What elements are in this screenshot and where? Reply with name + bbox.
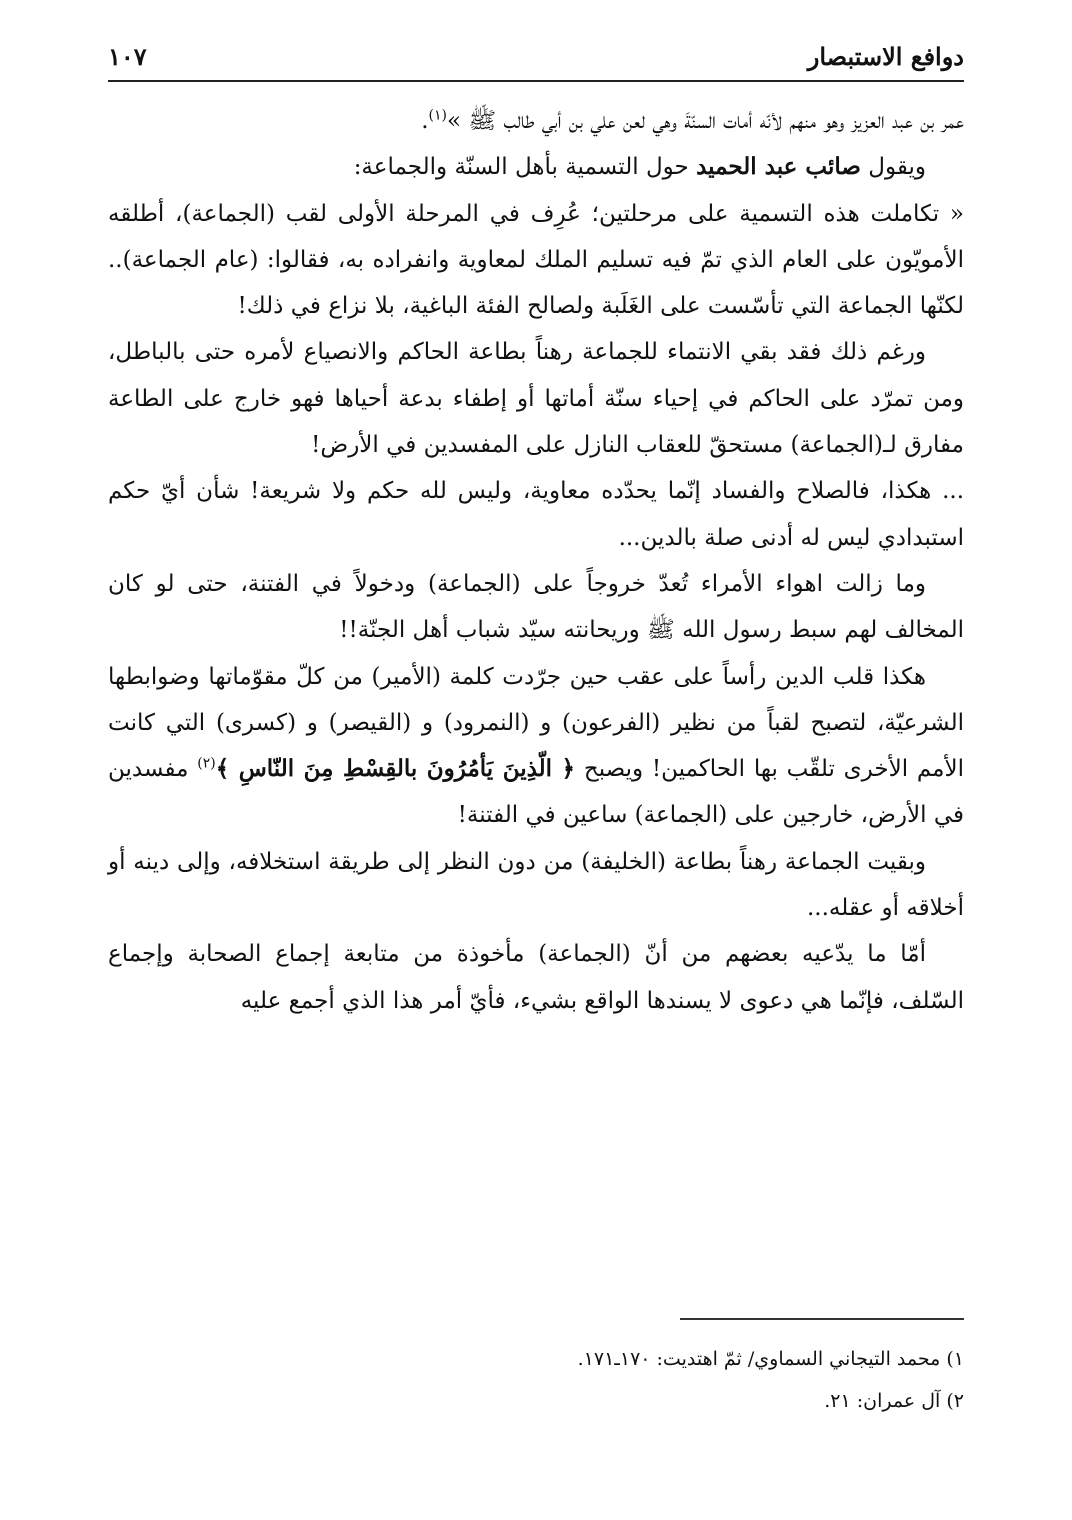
paragraph-9: أمّا ما يدّعيه بعضهم من أنّ (الجماعة) مأخوذة من متابعة إجماع الصحابة وإجماع السّلف، فإنّما هي دعوى لا يسندها الواقع بشيء، فأيّ أمر هذا الذي أجمع عليه <box>108 941 964 1014</box>
paragraph-8: وبقيت الجماعة رهناً بطاعة (الخليفة) من دون النظر إلى طريقة استخلافه، وإلى دينه أو أخلاقه أو عقله... <box>108 848 964 922</box>
paragraph-7 <box>108 654 964 839</box>
quran-verse: ﴿ الّذِينَ يَأمُرُونَ بالقِسْطِ مِنَ النّاسِ ﴾ <box>215 755 576 783</box>
footnote-ref-2: (٢) <box>197 755 216 772</box>
page-number: ١٠٧ <box>108 42 147 71</box>
footnotes <box>108 1338 964 1422</box>
footnote-1: ١) محمد التيجاني السماوي/ ثمّ اهتديت: ١٧٠ـ١٧١. <box>577 1348 964 1370</box>
main-text <box>108 98 964 1024</box>
paragraph-2-rest: حول التسمية بأهل السنّة والجماعة: <box>353 154 689 181</box>
paragraph-1-text: عمر بن عبد العزيز وهو منهم لأنّه أمات السنّةَ وهي لعن علي بن أبي طالب ﷺ » <box>446 108 964 134</box>
paragraph-1 <box>108 98 964 144</box>
paragraph-7-text: هكذا قلب الدين رأساً على عقب حين جرّدت كلمة (الأمير) من كلّ مقوّماتها وضوابطها الشرعيّة، لتصبح لقباً من نظير (الفرعون) و (النمرود) و (القيصر) و (كسرى) التي كانت الأمم الأخرى تلقّب بها الحاكمين! ويصبح <box>108 663 965 783</box>
footnote-ref-1: (١) <box>428 107 447 124</box>
paragraph-4: ورغم ذلك فقد بقي الانتماء للجماعة رهناً بطاعة الحاكم والانصياع لأمره حتى بالباطل، ومن تمرّد على الحاكم في إحياء سنّة أماتها أو إطفاء بدعة أحياها فهو خارج على الطاعة مفارق لـ(الجماعة) مستحقّ للعقاب النازل على المفسدين في الأرض! <box>108 339 964 459</box>
paragraph-1-end: . <box>421 108 429 134</box>
paragraph-6: وما زالت اهواء الأمراء تُعدّ خروجاً على (الجماعة) ودخولاً في الفتنة، حتى لو كان المخالف لهم سبط رسول الله ﷺ وريحانته سيّد شباب أهل الجنّة!! <box>108 570 964 644</box>
footnote-divider <box>680 1318 964 1320</box>
paragraph-2-intro: ويقول <box>868 154 926 181</box>
paragraph-3: « تكاملت هذه التسمية على مرحلتين؛ عُرِف في المرحلة الأولى لقب (الجماعة)، أطلقه الأمويّون على العام الذي تمّ فيه تسليم الملك لمعاوية وانفراده به، فقالوا: (عام الجماعة).. لكنّها الجماعة التي تأسّست على الغَلَبة ولصالح الفئة الباغية، بلا نزاع في ذلك! <box>108 200 964 320</box>
page-header <box>108 40 964 82</box>
author-name: صائب عبد الحميد <box>696 153 861 181</box>
running-title: دوافع الاستبصار <box>807 42 964 71</box>
paragraph-2 <box>108 144 964 190</box>
footnote-2: ٢) آل عمران: ٢١. <box>824 1390 964 1412</box>
paragraph-5: ... هكذا، فالصلاح والفساد إنّما يحدّده معاوية، وليس لله حكم ولا شريعة! شأن أيّ حكم استبدادي ليس له أدنى صلة بالدين... <box>108 478 964 551</box>
paragraph-7-end: مفسدين في الأرض، خارجين على (الجماعة) ساعين في الفتنة! <box>108 756 964 829</box>
